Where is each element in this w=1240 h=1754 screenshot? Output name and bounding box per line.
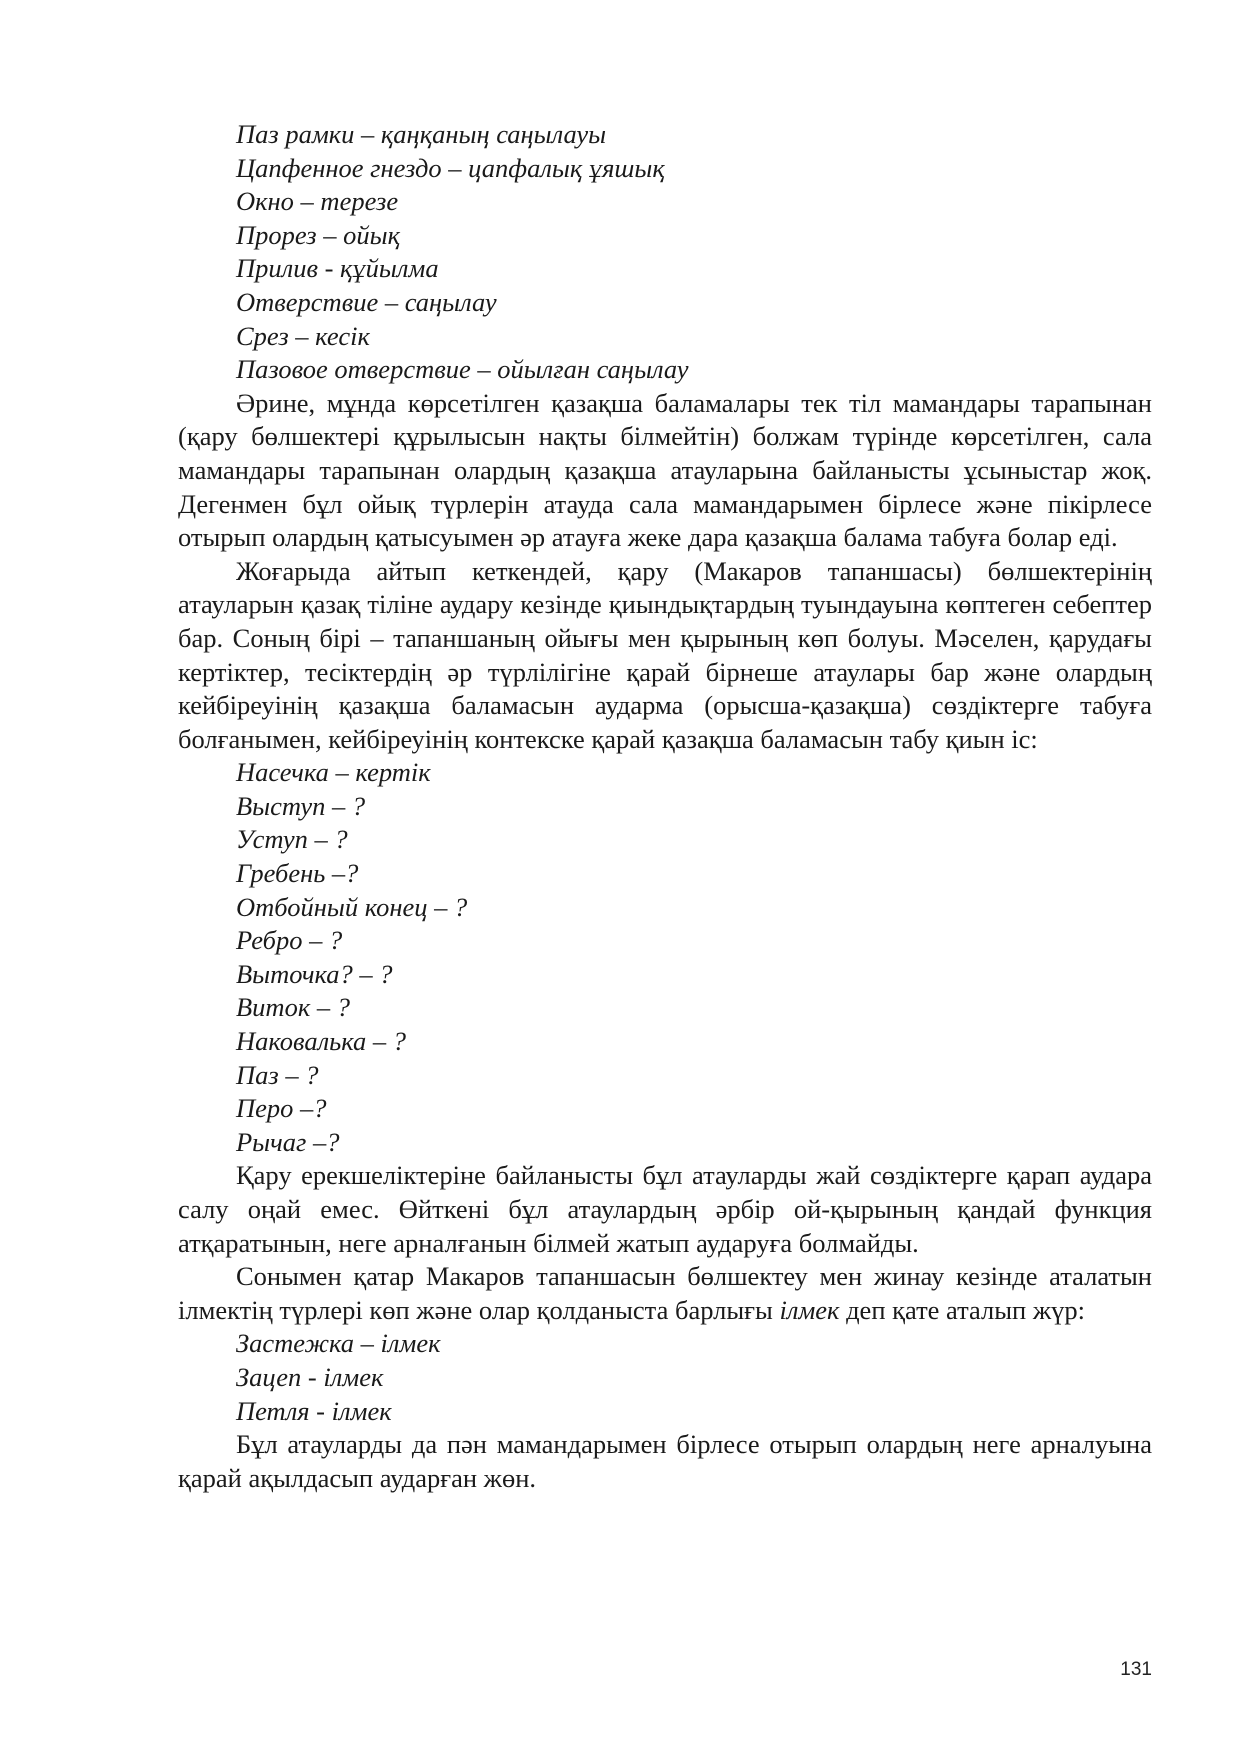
body-paragraph: Әрине, мұнда көрсетілген қазақша баламалары тек тіл мамандары тарапынан (қару бөлшектері құрылысын нақты білмейтін) болжам түрінде көрсетілген, сала мамандары тарапынан олардың қазақша атауларына байланысты ұсыныстар жоқ. Дегенмен бұл ойық түрлерін атауда сала мамандарымен бірлесе және пікірлесе отырып олардың қатысуымен әр атауға жеке дара қазақша балама табуға болар еді.	[178, 387, 1152, 553]
paragraph-text: Сонымен қатар Макаров тапаншасын бөлшектеу мен жинау кезінде аталатын ілмектің түрлері көп және олар қолданыста барлығы	[178, 1261, 1152, 1325]
body-paragraph	[178, 1260, 1152, 1327]
page-number: 131	[1120, 1659, 1152, 1680]
term-item: Наковалька – ?	[236, 1026, 406, 1057]
term-item: Рычаг –?	[236, 1126, 340, 1157]
document-page	[178, 118, 1152, 1495]
term-item: Уступ – ?	[236, 824, 348, 855]
term-list-openings	[178, 118, 1152, 387]
term-item: Паз рамки – қаңқаның саңылауы	[236, 119, 607, 149]
term-item: Окно – терезе	[236, 186, 399, 217]
body-paragraph: Бұл атауларды да пән мамандарымен бірлесе отырып олардың неге арналуына қарай ақылдасып аударған жөн.	[178, 1429, 1152, 1493]
term-item: Ребро – ?	[236, 925, 343, 956]
term-item: Срез – кесік	[236, 320, 370, 351]
body-paragraph: Жоғарыда айтып кеткендей, қару (Макаров тапаншасы) бөлшектерінің атауларын қазақ тіліне аудару кезінде қиындықтардың туындауына көптеген себептер бар. Соның бірі – тапаншаның ойығы мен қырының көп болуы. Мәселен, қарудағы кертіктер, тесіктердің әр түрлілігіне қарай бірнеше атаулары бар және олардың кейбіреуінің қазақша баламасын аударма (орысша-қазақша) сөздіктерге табуға болғанымен, кейбіреуінің контекске қарай қазақша баламасын табу қиын іс:	[178, 555, 1152, 754]
term-item: Застежка – ілмек	[236, 1328, 441, 1359]
term-item: Петля - ілмек	[236, 1395, 392, 1426]
term-item: Прилив - құйылма	[236, 253, 439, 284]
term-item: Прорез – ойық	[236, 219, 400, 250]
term-item: Цапфенное гнездо – цапфалық ұяшық	[236, 152, 665, 183]
term-item: Выступ – ?	[236, 790, 366, 821]
term-list-features	[178, 756, 1152, 1159]
term-item: Отбойный конец – ?	[236, 891, 468, 922]
emphasized-term: ілмек	[779, 1294, 840, 1325]
term-item: Выточка? – ?	[236, 958, 393, 989]
term-item: Насечка – кертік	[236, 757, 431, 788]
term-item: Зацеп - ілмек	[236, 1361, 384, 1392]
term-item: Паз – ?	[236, 1059, 319, 1090]
term-item: Пазовое отверствие – ойылған саңылау	[236, 354, 689, 385]
term-item: Виток – ?	[236, 992, 350, 1023]
paragraph-text: деп қате аталып жүр:	[839, 1294, 1086, 1325]
term-list-fasteners	[178, 1327, 1152, 1428]
term-item: Перо –?	[236, 1093, 327, 1124]
term-item: Отверствие – саңылау	[236, 286, 497, 317]
term-item: Гребень –?	[236, 858, 359, 889]
body-paragraph: Қару ерекшеліктеріне байланысты бұл атауларды жай сөздіктерге қарап аудара салу оңай емес. Өйткені бұл атаулардың әрбір ой-қырының қандай функция атқаратынын, неге арналғанын білмей жатып аударуға болмайды.	[178, 1160, 1152, 1258]
